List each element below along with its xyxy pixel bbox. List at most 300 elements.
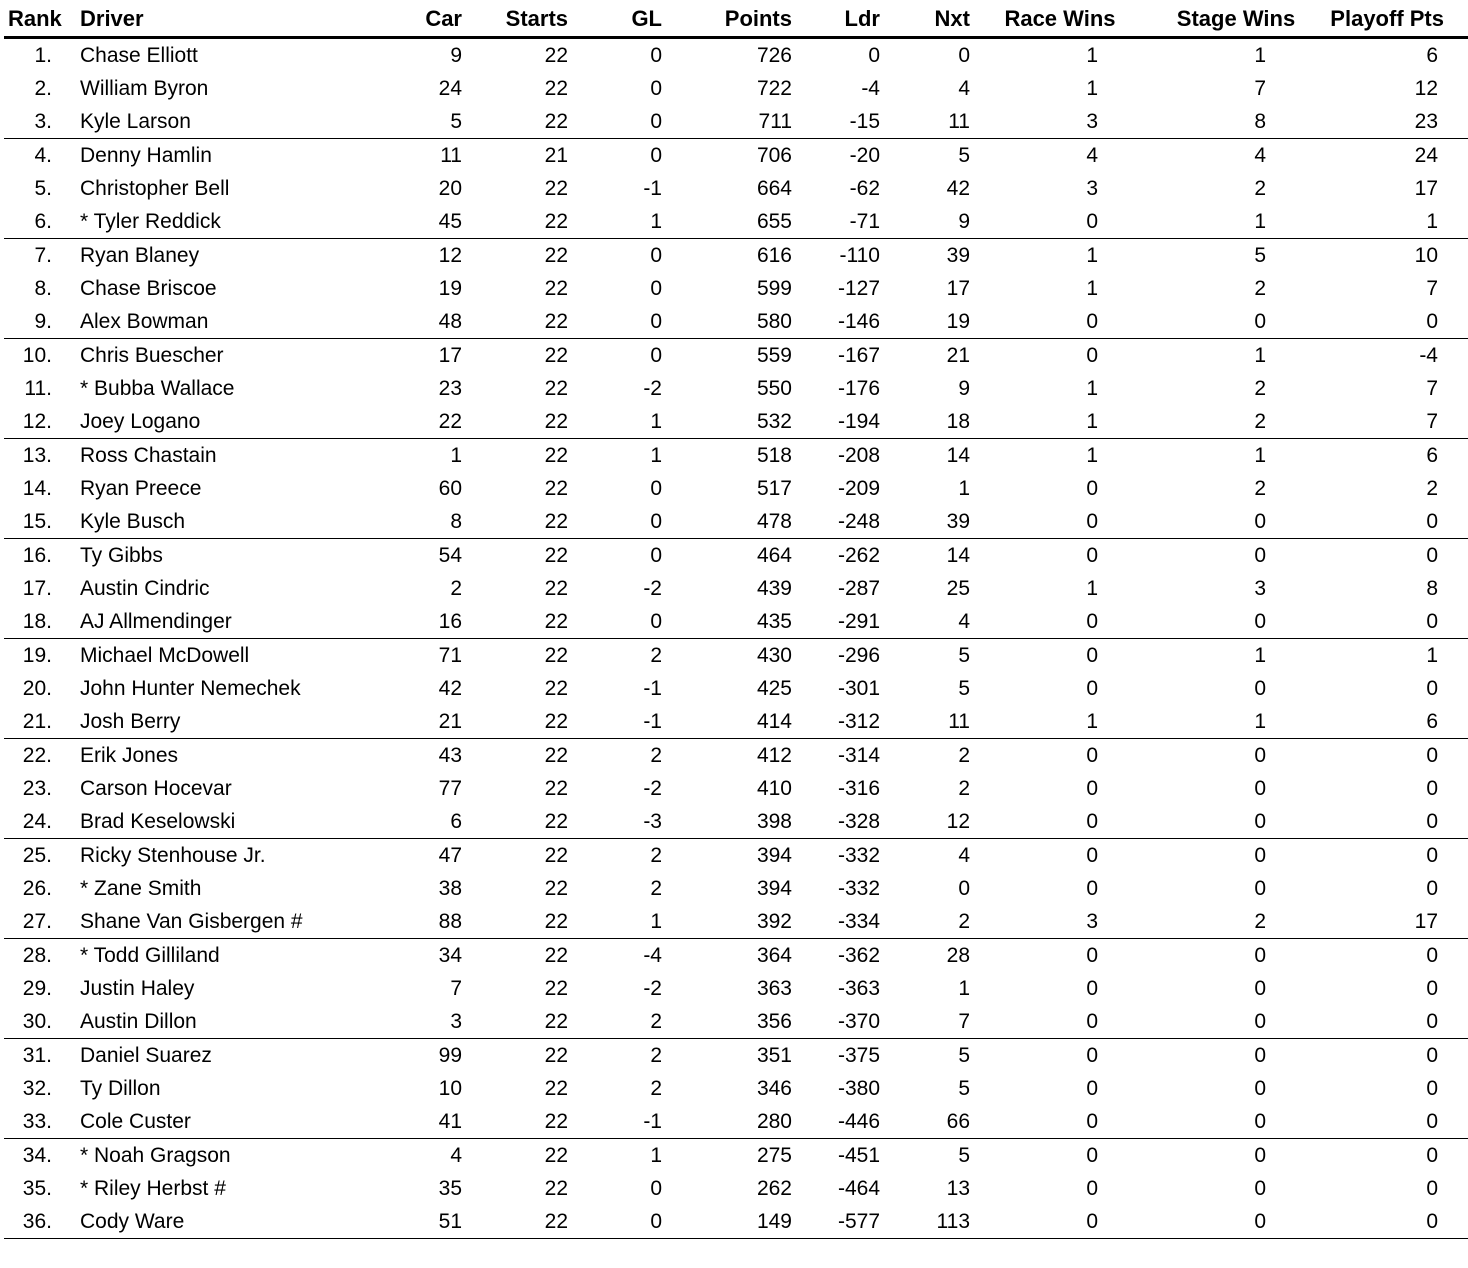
cell-ldr: -332 [837,843,880,867]
cell-playoff-pts: 8 [1426,576,1438,600]
cell-playoff-pts: 23 [1326,105,1468,139]
cell-rank: 30. [4,1005,80,1039]
cell-race-wins: 0 [974,1005,1154,1039]
cell-gl: -4 [643,943,662,967]
table-row[interactable] [4,839,1468,873]
cell-car: 22 [350,405,466,439]
table-row[interactable] [4,439,1468,473]
cell-ldr: -362 [837,943,880,967]
cell-car: 21 [350,705,466,739]
cell-nxt: 18 [886,405,974,439]
cell-nxt: 28 [946,943,970,967]
cell-car: 77 [438,776,462,800]
cell-playoff-pts: 0 [1426,843,1438,867]
cell-car: 7 [450,976,462,1000]
cell-nxt: 14 [946,543,970,567]
table-row[interactable] [4,1072,1468,1105]
cell-starts: 22 [544,76,568,100]
cell-gl: -1 [576,705,672,739]
table-row[interactable] [4,239,1468,273]
cell-driver: Ty Dillon [80,1076,161,1100]
cell-playoff-pts: 0 [1326,805,1468,839]
table-row[interactable] [4,572,1468,605]
table-row[interactable] [4,772,1468,805]
cell-race-wins: 3 [974,905,1154,939]
cell-playoff-pts: 7 [1326,405,1468,439]
cell-points: 149 [672,1205,800,1239]
cell-car: 71 [438,643,462,667]
table-row[interactable] [4,205,1468,239]
cell-race-wins: 3 [974,105,1154,139]
cell-car: 2 [450,576,462,600]
cell-race-wins: 0 [1086,843,1098,867]
cell-starts: 21 [544,143,568,167]
cell-stage-wins: 2 [1254,176,1266,200]
cell-points: 394 [756,876,792,900]
cell-driver: Alex Bowman [80,305,350,339]
cell-starts: 22 [544,376,568,400]
table-row[interactable] [4,872,1468,905]
col-header-points[interactable]: Points [672,2,800,38]
cell-playoff-pts: 12 [1414,76,1438,100]
cell-race-wins: 1 [1086,576,1098,600]
cell-starts: 22 [544,343,568,367]
cell-starts: 22 [544,543,568,567]
cell-rank: 10. [22,343,52,367]
cell-points: 414 [672,705,800,739]
cell-car: 20 [438,176,462,200]
cell-driver: Chase Elliott [80,43,198,67]
col-header-rank[interactable]: Rank [4,2,80,38]
cell-car: 10 [438,1076,462,1100]
cell-rank: 19. [22,643,52,667]
cell-driver: Austin Cindric [80,576,210,600]
cell-stage-wins: 0 [1254,776,1266,800]
cell-car: 9 [450,43,462,67]
cell-stage-wins: 0 [1254,1043,1266,1067]
table-row[interactable] [4,139,1468,173]
col-header-car[interactable]: Car [350,2,466,38]
table-row[interactable] [4,1139,1468,1173]
table-row[interactable] [4,305,1468,339]
cell-stage-wins: 0 [1254,843,1266,867]
cell-race-wins: 0 [1086,343,1098,367]
cell-rank: 23. [22,776,52,800]
cell-rank: 26. [22,876,52,900]
cell-nxt: 39 [886,505,974,539]
cell-stage-wins: 2 [1254,276,1266,300]
cell-points: 464 [756,543,792,567]
cell-nxt: 5 [958,1143,970,1167]
cell-ldr: -20 [849,143,880,167]
cell-playoff-pts: 0 [1426,1076,1438,1100]
table-row[interactable] [4,672,1468,705]
cell-stage-wins: 0 [1254,1076,1266,1100]
table-row[interactable] [4,38,1468,73]
cell-rank: 12. [4,405,80,439]
table-row[interactable] [4,739,1468,773]
cell-rank: 18. [4,605,80,639]
cell-playoff-pts: 0 [1326,1005,1468,1039]
cell-driver: John Hunter Nemechek [80,676,301,700]
cell-starts: 22 [544,43,568,67]
cell-ldr: -208 [837,443,880,467]
table-row[interactable] [4,1039,1468,1073]
cell-car: 42 [438,676,462,700]
cell-rank: 29. [22,976,52,1000]
cell-stage-wins: 0 [1154,1005,1326,1039]
cell-driver: Kyle Busch [80,505,350,539]
cell-ldr: -291 [800,605,886,639]
cell-points: 580 [672,305,800,339]
cell-gl: 2 [576,1005,672,1039]
col-header-gl[interactable]: GL [576,2,672,38]
cell-gl: 1 [650,1143,662,1167]
cell-ldr: -209 [837,476,880,500]
cell-ldr: -446 [800,1105,886,1139]
cell-stage-wins: 1 [1254,43,1266,67]
cell-car: 3 [350,1005,466,1039]
cell-driver: * Tyler Reddick [80,205,350,239]
table-row[interactable] [4,905,1468,939]
cell-race-wins: 0 [974,605,1154,639]
cell-race-wins: 0 [1086,776,1098,800]
col-header-ldr[interactable]: Ldr [800,2,886,38]
cell-car: 43 [438,743,462,767]
cell-rank: 20. [22,676,52,700]
cell-nxt: 1 [958,476,970,500]
cell-driver: Cody Ware [80,1205,350,1239]
cell-race-wins: 0 [974,305,1154,339]
cell-points: 711 [672,105,800,139]
cell-car: 88 [350,905,466,939]
col-header-starts[interactable]: Starts [466,2,576,38]
cell-stage-wins: 0 [1254,676,1266,700]
cell-rank: 34. [22,1143,52,1167]
cell-starts: 22 [466,705,576,739]
cell-ldr: -4 [861,76,880,100]
cell-gl: 0 [576,105,672,139]
cell-race-wins: 0 [1086,643,1098,667]
cell-race-wins: 0 [1086,743,1098,767]
table-row[interactable] [4,639,1468,673]
cell-ldr: -577 [800,1205,886,1239]
cell-car: 8 [350,505,466,539]
table-row[interactable] [4,105,1468,139]
cell-ldr: -334 [800,905,886,939]
cell-driver: Chase Briscoe [80,276,217,300]
cell-stage-wins: 0 [1254,543,1266,567]
cell-ldr: -375 [837,1043,880,1067]
cell-gl: 1 [576,905,672,939]
cell-nxt: 39 [946,243,970,267]
cell-nxt: 9 [886,205,974,239]
cell-driver: Ross Chastain [80,443,217,467]
cell-starts: 22 [466,1205,576,1239]
cell-gl: -2 [643,376,662,400]
col-header-stage-wins[interactable]: Stage Wins [1154,2,1326,38]
cell-driver: Daniel Suarez [80,1043,212,1067]
cell-points: 392 [672,905,800,939]
cell-rank: 8. [34,276,52,300]
cell-stage-wins: 2 [1154,405,1326,439]
cell-race-wins: 1 [1086,243,1098,267]
cell-points: 726 [756,43,792,67]
cell-rank: 28. [22,943,52,967]
cell-points: 363 [756,976,792,1000]
cell-ldr: -451 [837,1143,880,1167]
cell-stage-wins: 7 [1254,76,1266,100]
cell-points: 412 [756,743,792,767]
table-row[interactable] [4,172,1468,205]
cell-race-wins: 1 [974,705,1154,739]
cell-car: 47 [438,843,462,867]
cell-stage-wins: 1 [1154,205,1326,239]
table-row[interactable] [4,805,1468,839]
cell-car: 11 [440,143,462,167]
cell-gl: 0 [576,305,672,339]
cell-driver: Chris Buescher [80,343,224,367]
cell-car: 54 [438,543,462,567]
cell-points: 559 [756,343,792,367]
cell-car: 35 [438,1176,462,1200]
cell-starts: 22 [544,276,568,300]
cell-driver: Ryan Preece [80,476,202,500]
cell-rank: 24. [4,805,80,839]
cell-starts: 22 [544,643,568,667]
cell-stage-wins: 4 [1254,143,1266,167]
cell-starts: 22 [544,876,568,900]
cell-car: 5 [350,105,466,139]
cell-playoff-pts: 6 [1426,443,1438,467]
cell-ldr: -328 [800,805,886,839]
cell-nxt: 12 [886,805,974,839]
cell-stage-wins: 3 [1254,576,1266,600]
cell-playoff-pts: 0 [1426,676,1438,700]
cell-stage-wins: 0 [1154,605,1326,639]
table-row[interactable] [4,705,1468,739]
cell-driver: * Riley Herbst # [80,1176,226,1200]
cell-gl: 1 [576,405,672,439]
table-row[interactable] [4,505,1468,539]
cell-nxt: 9 [958,376,970,400]
cell-race-wins: 0 [1086,543,1098,567]
cell-nxt: 14 [946,443,970,467]
cell-starts: 22 [544,476,568,500]
cell-starts: 22 [544,976,568,1000]
cell-race-wins: 0 [1086,1143,1098,1167]
table-row[interactable] [4,372,1468,405]
cell-rank: 13. [22,443,52,467]
cell-gl: 1 [650,443,662,467]
cell-race-wins: 0 [1086,943,1098,967]
cell-starts: 22 [466,1005,576,1039]
cell-points: 346 [756,1076,792,1100]
cell-playoff-pts: 17 [1326,905,1468,939]
cell-stage-wins: 0 [1254,876,1266,900]
cell-rank: 36. [4,1205,80,1239]
cell-car: 4 [450,1143,462,1167]
cell-points: 430 [756,643,792,667]
standings-table [4,2,1468,1239]
table-row[interactable] [4,1172,1468,1205]
cell-playoff-pts: -4 [1419,343,1438,367]
cell-starts: 22 [544,176,568,200]
cell-driver: Ricky Stenhouse Jr. [80,843,266,867]
table-row[interactable] [4,539,1468,573]
cell-driver: * Bubba Wallace [80,376,235,400]
cell-gl: -2 [643,976,662,1000]
cell-driver: Erik Jones [80,743,179,767]
cell-stage-wins: 2 [1154,905,1326,939]
cell-driver: Justin Haley [80,976,195,1000]
cell-ldr: -176 [837,376,880,400]
cell-race-wins: 1 [1086,443,1098,467]
cell-points: 706 [756,143,792,167]
cell-gl: 0 [576,505,672,539]
cell-car: 17 [438,343,462,367]
cell-gl: -2 [643,776,662,800]
table-row[interactable] [4,1005,1468,1039]
table-row[interactable] [4,939,1468,973]
cell-starts: 22 [544,1143,568,1167]
table-row[interactable] [4,972,1468,1005]
cell-playoff-pts: 0 [1426,876,1438,900]
cell-ldr: -110 [839,243,880,267]
cell-ldr: -316 [837,776,880,800]
col-header-playoff-pts[interactable]: Playoff Pts [1326,2,1468,38]
cell-race-wins: 0 [974,1205,1154,1239]
cell-nxt: 2 [958,776,970,800]
cell-race-wins: 1 [1086,376,1098,400]
cell-playoff-pts: 2 [1426,476,1438,500]
cell-gl: 2 [650,643,662,667]
cell-nxt: 5 [958,143,970,167]
cell-starts: 22 [466,205,576,239]
cell-driver: William Byron [80,76,209,100]
cell-ldr: -332 [837,876,880,900]
cell-ldr: -296 [837,643,880,667]
cell-nxt: 0 [958,43,970,67]
cell-nxt: 1 [958,976,970,1000]
cell-driver: * Zane Smith [80,876,202,900]
cell-ldr: -71 [800,205,886,239]
table-row[interactable] [4,405,1468,439]
cell-ldr: -287 [837,576,880,600]
cell-playoff-pts: 6 [1426,43,1438,67]
cell-playoff-pts: 1 [1426,643,1438,667]
cell-gl: 0 [650,543,662,567]
table-row[interactable] [4,1205,1468,1239]
cell-rank: 32. [22,1076,52,1100]
table-row[interactable] [4,339,1468,373]
cell-rank: 7. [34,243,52,267]
cell-stage-wins: 2 [1254,376,1266,400]
cell-race-wins: 0 [974,805,1154,839]
col-header-race-wins[interactable]: Race Wins [974,2,1154,38]
table-row[interactable] [4,72,1468,105]
cell-points: 655 [672,205,800,239]
table-row[interactable] [4,605,1468,639]
cell-stage-wins: 0 [1154,1105,1326,1139]
cell-gl: 0 [650,1176,662,1200]
table-row[interactable] [4,1105,1468,1139]
cell-starts: 22 [544,943,568,967]
table-row[interactable] [4,272,1468,305]
cell-points: 616 [756,243,792,267]
cell-rank: 14. [22,476,52,500]
cell-car: 51 [350,1205,466,1239]
cell-driver: Kyle Larson [80,105,350,139]
standings-body [4,38,1468,1239]
cell-ldr: 0 [868,43,880,67]
cell-stage-wins: 1 [1254,643,1266,667]
cell-driver: Josh Berry [80,705,350,739]
cell-stage-wins: 8 [1154,105,1326,139]
cell-starts: 22 [466,305,576,339]
cell-driver: Shane Van Gisbergen # [80,905,350,939]
cell-points: 280 [672,1105,800,1139]
cell-gl: 1 [576,205,672,239]
cell-stage-wins: 1 [1254,443,1266,467]
cell-gl: 0 [576,605,672,639]
cell-gl: 0 [650,276,662,300]
cell-starts: 22 [466,105,576,139]
cell-points: 410 [756,776,792,800]
cell-gl: -1 [576,1105,672,1139]
cell-gl: 0 [650,76,662,100]
cell-ldr: -262 [837,543,880,567]
cell-points: 517 [756,476,792,500]
cell-nxt: 7 [886,1005,974,1039]
cell-driver: Ryan Blaney [80,243,200,267]
cell-nxt: 11 [886,705,974,739]
cell-points: 275 [756,1143,792,1167]
cell-gl: -2 [643,576,662,600]
cell-driver: Christopher Bell [80,176,230,200]
col-header-nxt[interactable]: Nxt [886,2,974,38]
cell-race-wins: 3 [1086,176,1098,200]
cell-car: 60 [438,476,462,500]
cell-race-wins: 1 [974,405,1154,439]
cell-nxt: 5 [958,1043,970,1067]
cell-points: 599 [756,276,792,300]
cell-car: 41 [350,1105,466,1139]
cell-starts: 22 [466,1105,576,1139]
col-header-driver[interactable]: Driver [80,2,350,38]
cell-nxt: 2 [958,743,970,767]
cell-playoff-pts: 0 [1426,543,1438,567]
cell-nxt: 66 [886,1105,974,1139]
cell-playoff-pts: 0 [1326,1105,1468,1139]
cell-stage-wins: 0 [1254,976,1266,1000]
cell-starts: 22 [544,1043,568,1067]
cell-starts: 22 [544,243,568,267]
cell-nxt: 13 [946,1176,970,1200]
cell-points: 478 [672,505,800,539]
cell-gl: 0 [650,476,662,500]
cell-rank: 3. [4,105,80,139]
cell-rank: 17. [22,576,52,600]
cell-car: 34 [438,943,462,967]
cell-rank: 35. [22,1176,52,1200]
cell-car: 12 [438,243,462,267]
cell-ldr: -62 [849,176,880,200]
cell-race-wins: 0 [974,1105,1154,1139]
table-row[interactable] [4,472,1468,505]
cell-nxt: 5 [958,676,970,700]
cell-playoff-pts: 17 [1414,176,1438,200]
